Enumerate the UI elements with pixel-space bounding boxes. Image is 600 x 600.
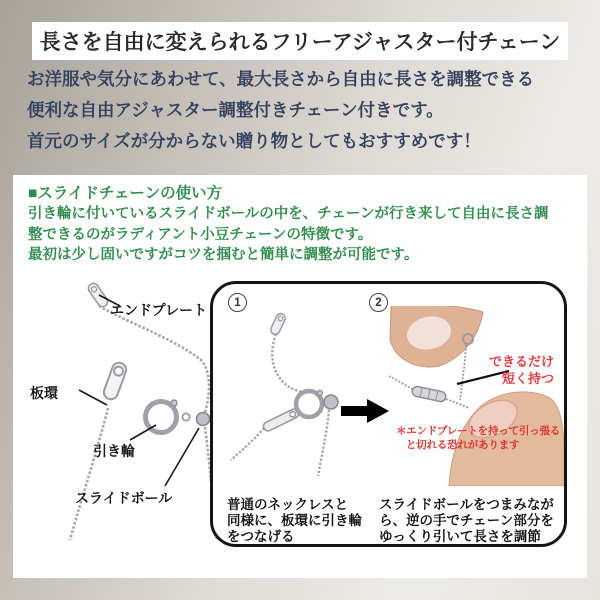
- caption-line: スライドボールをつまみなが: [379, 497, 554, 512]
- caption-line: ら、逆の手でチェーン部分を: [379, 513, 554, 528]
- step-number: 1: [234, 296, 241, 309]
- step1-caption: [227, 497, 362, 545]
- endplate-warning: [396, 425, 560, 452]
- howto-line: 整できるのがラディアント小豆チェーンの特徴です。: [28, 226, 373, 243]
- caption-line: 普通のネックレスと: [227, 497, 349, 512]
- warning-line: と切れる恐れがあります: [406, 438, 520, 451]
- intro-line: 首元のサイズが分からない贈り物としてもおすすめです！: [27, 131, 481, 151]
- chain-graphic: [272, 334, 319, 396]
- clasp-nub-graphic: [317, 390, 322, 395]
- note-line: 短く持つ: [501, 370, 554, 386]
- chain-graphic: [446, 399, 469, 408]
- howto-heading: ■スライドチェーンの使い方: [28, 185, 223, 202]
- pointer-line: [79, 390, 107, 405]
- intro-line: 便利な自由アジャスター調整付きチェーン付きです。: [27, 100, 444, 120]
- warning-line: ＊エンドプレートを持って引っ張る: [396, 425, 561, 437]
- intro-line: お洋服や気分にあわせて、最大長さから自由に長さを調整できる: [27, 69, 535, 89]
- steps-box: [210, 281, 567, 547]
- howto-line: 最初は少し固いですがコツを掴むと簡単に調整が可能です。: [28, 247, 419, 263]
- chain-graphic: [389, 376, 412, 389]
- pointer-line: [165, 428, 199, 486]
- note-line: できるだけ: [488, 354, 554, 369]
- chain-graphic: [70, 408, 108, 540]
- arrow-right-icon: [341, 399, 391, 423]
- end-plate-graphic: [269, 312, 286, 336]
- step2-fingers-photo: [389, 306, 564, 486]
- arrow-bar: [341, 406, 367, 416]
- end-plate-graphic: [86, 281, 109, 308]
- link-graphic: [182, 413, 189, 420]
- howto-section: [28, 183, 549, 266]
- intro-paragraph: [27, 64, 534, 157]
- chain-parts-diagram: [23, 278, 228, 570]
- chain-graphic: [318, 410, 329, 476]
- step-number: 2: [375, 296, 382, 309]
- step1-chain-photo: [223, 304, 351, 482]
- howto-panel: [13, 175, 587, 578]
- part-label-flat-ring: 板環: [30, 385, 58, 401]
- slide-ball-graphic: [324, 395, 338, 409]
- end-plate-graphic: [411, 386, 446, 403]
- chain-graphic: [231, 428, 264, 460]
- slide-ball-graphic: [197, 413, 210, 426]
- step2-number-badge: [369, 293, 388, 312]
- title-banner: [32, 22, 568, 60]
- part-label-spring-clasp: 引き輪: [93, 443, 135, 459]
- part-label-slide-ball: スライドボール: [75, 490, 173, 506]
- hold-short-note: [489, 354, 554, 387]
- step2-caption: [379, 497, 554, 545]
- arrow-head: [367, 399, 389, 423]
- caption-line: をつなげる: [227, 529, 295, 544]
- part-label-end-plate: エンドプレート: [110, 302, 208, 318]
- caption-line: ゆっくり引いて長さを調節: [379, 529, 541, 544]
- clasp-nub-graphic: [171, 400, 177, 406]
- flat-ring-graphic: [102, 361, 128, 401]
- page-title: 長さを自由に変えられるフリーアジャスター付チェーン: [39, 31, 561, 54]
- flat-ring-graphic: [262, 408, 300, 433]
- caption-line: 同様に、板環に引き輪: [227, 513, 362, 528]
- howto-line: 引き輪に付いているスライドボールの中を、チェーンが行き来して自由に長さ調: [28, 206, 549, 222]
